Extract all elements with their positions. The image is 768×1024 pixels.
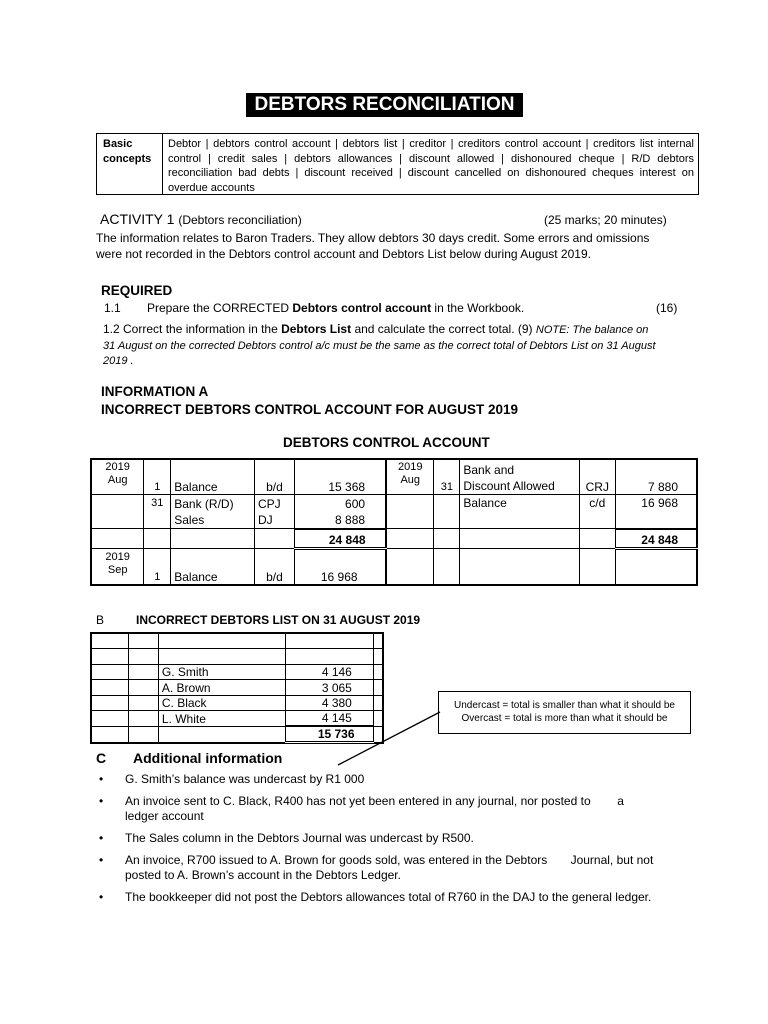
empty-cell	[91, 494, 144, 529]
empty-cell	[129, 711, 159, 727]
info-b-heading: INCORRECT DEBTORS LIST ON 31 AUGUST 2019	[136, 613, 421, 627]
empty-cell	[158, 633, 285, 649]
activity-intro: The information relates to Baron Traders. They allow debtors 30 days credit. Some errors and omissions were not recorded in the Debtors control account and Debtors List below during August 2019.	[96, 231, 650, 261]
credit-folio: c/d	[579, 494, 615, 529]
list-item	[96, 890, 656, 905]
debtor-amount: 4 146	[285, 664, 373, 680]
table-row	[91, 649, 383, 665]
next-month: Sep	[107, 564, 128, 576]
table-row	[91, 695, 383, 711]
credit-amount: 7 880	[615, 459, 697, 494]
empty-cell	[129, 633, 159, 649]
bullet-icon: •	[99, 794, 104, 808]
basic-concepts-box	[96, 133, 699, 195]
table-row	[91, 680, 383, 696]
credit-folio: CRJ	[579, 459, 615, 494]
info-c-heading: Additional information	[133, 750, 283, 766]
next-day: 1	[144, 549, 171, 585]
info-b-letter: B	[96, 613, 105, 627]
note-box	[438, 691, 691, 734]
debtor-amount: 4 145	[285, 711, 373, 727]
empty-cell	[158, 726, 285, 743]
q2-text-bold: Debtors List	[281, 322, 352, 336]
q1-text-bold: Debtors control account	[292, 301, 432, 315]
debit-details	[171, 494, 255, 529]
table-row	[91, 633, 383, 649]
debtor-name: A. Brown	[158, 680, 285, 696]
empty-cell	[285, 649, 373, 665]
debit-month: Aug	[107, 474, 128, 486]
credit-details: Balance	[460, 494, 579, 529]
empty-cell	[386, 494, 434, 529]
next-date-cell	[91, 549, 144, 585]
debit-details-line2: Sales	[174, 512, 205, 527]
list-item-text: An invoice sent to C. Black, R400 has not yet been entered in any journal, nor posted to a ledger account	[125, 794, 628, 823]
bullet-icon: •	[99, 853, 104, 867]
bullet-icon: •	[99, 831, 104, 845]
next-year: 2019	[105, 551, 130, 563]
empty-cell	[386, 529, 434, 549]
debit-total: 24 848	[294, 529, 386, 549]
empty-cell	[91, 529, 144, 549]
q1-text-pre: Prepare the CORRECTED	[147, 301, 293, 315]
debit-year: 2019	[105, 461, 130, 473]
question-1-1-marks: (16)	[656, 301, 678, 315]
empty-cell	[434, 529, 460, 549]
next-details: Balance	[171, 549, 255, 585]
question-1-1-number: 1.1	[104, 301, 121, 315]
credit-month: Aug	[400, 474, 421, 486]
debit-date-cell	[91, 459, 144, 494]
credit-details-line2: Discount Allowed	[463, 478, 555, 493]
debit-amount	[294, 494, 386, 529]
debtor-name: L. White	[158, 711, 285, 727]
empty-cell	[386, 549, 434, 585]
debit-details-line1: Bank (R/D)	[174, 496, 234, 511]
credit-details	[460, 459, 579, 494]
empty-cell	[158, 649, 285, 665]
debit-folio	[254, 494, 294, 529]
required-heading: REQUIRED	[101, 283, 173, 298]
empty-cell	[91, 664, 129, 680]
info-c-letter: C	[96, 750, 107, 766]
activity-title: ACTIVITY 1	[100, 211, 175, 227]
table-row	[91, 459, 697, 494]
note-line-1: Undercast = total is smaller than what it should be	[454, 700, 675, 711]
empty-cell	[91, 633, 129, 649]
pointer-stroke	[338, 712, 440, 765]
empty-cell	[434, 494, 460, 529]
empty-cell	[91, 649, 129, 665]
empty-cell	[129, 726, 159, 743]
basic-concepts-text: Debtor | debtors control account | debtors list | creditor | creditors control account | creditors list internal control | credit sales | debtors allowances | discount allowed | dishonoured cheque | R/D debtors reconciliation bad debts | discount received | discount cancelled on dishonoured cheques interest on overdue accounts	[168, 138, 694, 194]
pointer-line	[330, 710, 442, 770]
credit-year: 2019	[398, 461, 423, 473]
table-row	[91, 494, 697, 529]
q2-note: NOTE: The balance on 31 August on the corrected Debtors control a/c must be the same as the correct total of Debtors List on 31 August 2019 .	[103, 324, 656, 367]
empty-cell	[460, 549, 579, 585]
list-item-text: The Sales column in the Debtors Journal was undercast by R500.	[125, 831, 474, 845]
debtors-control-account-table	[90, 458, 698, 586]
account-title: DEBTORS CONTROL ACCOUNT	[283, 435, 490, 450]
basic-concepts-label: Basic concepts	[97, 134, 163, 194]
question-1-2	[103, 322, 663, 369]
credit-total: 24 848	[615, 529, 697, 549]
empty-cell	[373, 680, 383, 696]
empty-cell	[129, 680, 159, 696]
bullet-icon: •	[99, 890, 104, 904]
empty-cell	[91, 695, 129, 711]
next-folio: b/d	[254, 549, 294, 585]
activity-marks: (25 marks; 20 minutes)	[544, 213, 667, 227]
empty-cell	[285, 633, 373, 649]
info-a-subheading: INCORRECT DEBTORS CONTROL ACCOUNT FOR AUGUST 2019	[101, 402, 519, 417]
list-item	[96, 831, 656, 846]
empty-cell	[373, 633, 383, 649]
table-row	[91, 529, 697, 549]
debtors-list-total: 15 736	[285, 726, 373, 743]
empty-cell	[615, 549, 697, 585]
credit-amount: 16 968	[615, 494, 697, 529]
additional-info-list	[96, 772, 656, 905]
credit-day: 31	[434, 459, 460, 494]
empty-cell	[129, 695, 159, 711]
next-amount: 16 968	[294, 549, 386, 585]
empty-cell	[129, 664, 159, 680]
debit-amount: 15 368	[294, 459, 386, 494]
debtor-name: G. Smith	[158, 664, 285, 680]
empty-cell	[434, 549, 460, 585]
list-item-text: The bookkeeper did not post the Debtors allowances total of R760 in the DAJ to the general ledger.	[125, 890, 652, 904]
credit-date-cell	[386, 459, 434, 494]
debit-day: 1	[144, 459, 171, 494]
empty-cell	[91, 726, 129, 743]
debit-amount-line2: 8 888	[335, 512, 366, 527]
debit-folio: b/d	[254, 459, 294, 494]
bullet-icon: •	[99, 772, 104, 786]
activity-heading	[100, 211, 302, 227]
debit-amount-line1: 600	[345, 496, 366, 511]
table-row	[91, 664, 383, 680]
empty-cell	[373, 664, 383, 680]
debit-day: 31	[144, 494, 171, 529]
debtor-amount: 4 380	[285, 695, 373, 711]
debit-details: Balance	[171, 459, 255, 494]
q2-text-pre: 1.2 Correct the information in the	[103, 322, 282, 336]
question-1-1-text	[147, 301, 524, 315]
list-item-text: An invoice, R700 issued to A. Brown for goods sold, was entered in the Debtors Journal, but not posted to A. Brown’s account in the Debtors Ledger.	[125, 853, 657, 882]
list-item-text: G. Smith’s balance was undercast by R1 000	[125, 772, 365, 786]
empty-cell	[579, 529, 615, 549]
empty-cell	[129, 649, 159, 665]
q1-text-post: in the Workbook.	[431, 301, 525, 315]
debit-folio-line2: DJ	[257, 512, 273, 527]
q2-text-post: and calculate the correct total. (9)	[351, 322, 536, 336]
activity-subtitle: (Debtors reconciliation)	[178, 213, 302, 227]
empty-cell	[144, 529, 171, 549]
debtor-amount: 3 065	[285, 680, 373, 696]
list-item	[96, 794, 656, 824]
debit-folio-line1: CPJ	[257, 496, 281, 511]
note-line-2: Overcast = total is more than what it should be	[461, 713, 668, 724]
empty-cell	[91, 680, 129, 696]
table-row	[91, 549, 697, 585]
empty-cell	[91, 711, 129, 727]
credit-details-line1: Bank and	[463, 462, 515, 477]
list-item	[96, 853, 656, 883]
empty-cell	[460, 529, 579, 549]
info-a-heading: INFORMATION A	[101, 384, 209, 399]
debtor-name: C. Black	[158, 695, 285, 711]
empty-cell	[373, 649, 383, 665]
page-title: DEBTORS RECONCILIATION	[246, 93, 523, 117]
empty-cell	[254, 529, 294, 549]
empty-cell	[579, 549, 615, 585]
list-item	[96, 772, 656, 787]
empty-cell	[373, 695, 383, 711]
empty-cell	[171, 529, 255, 549]
